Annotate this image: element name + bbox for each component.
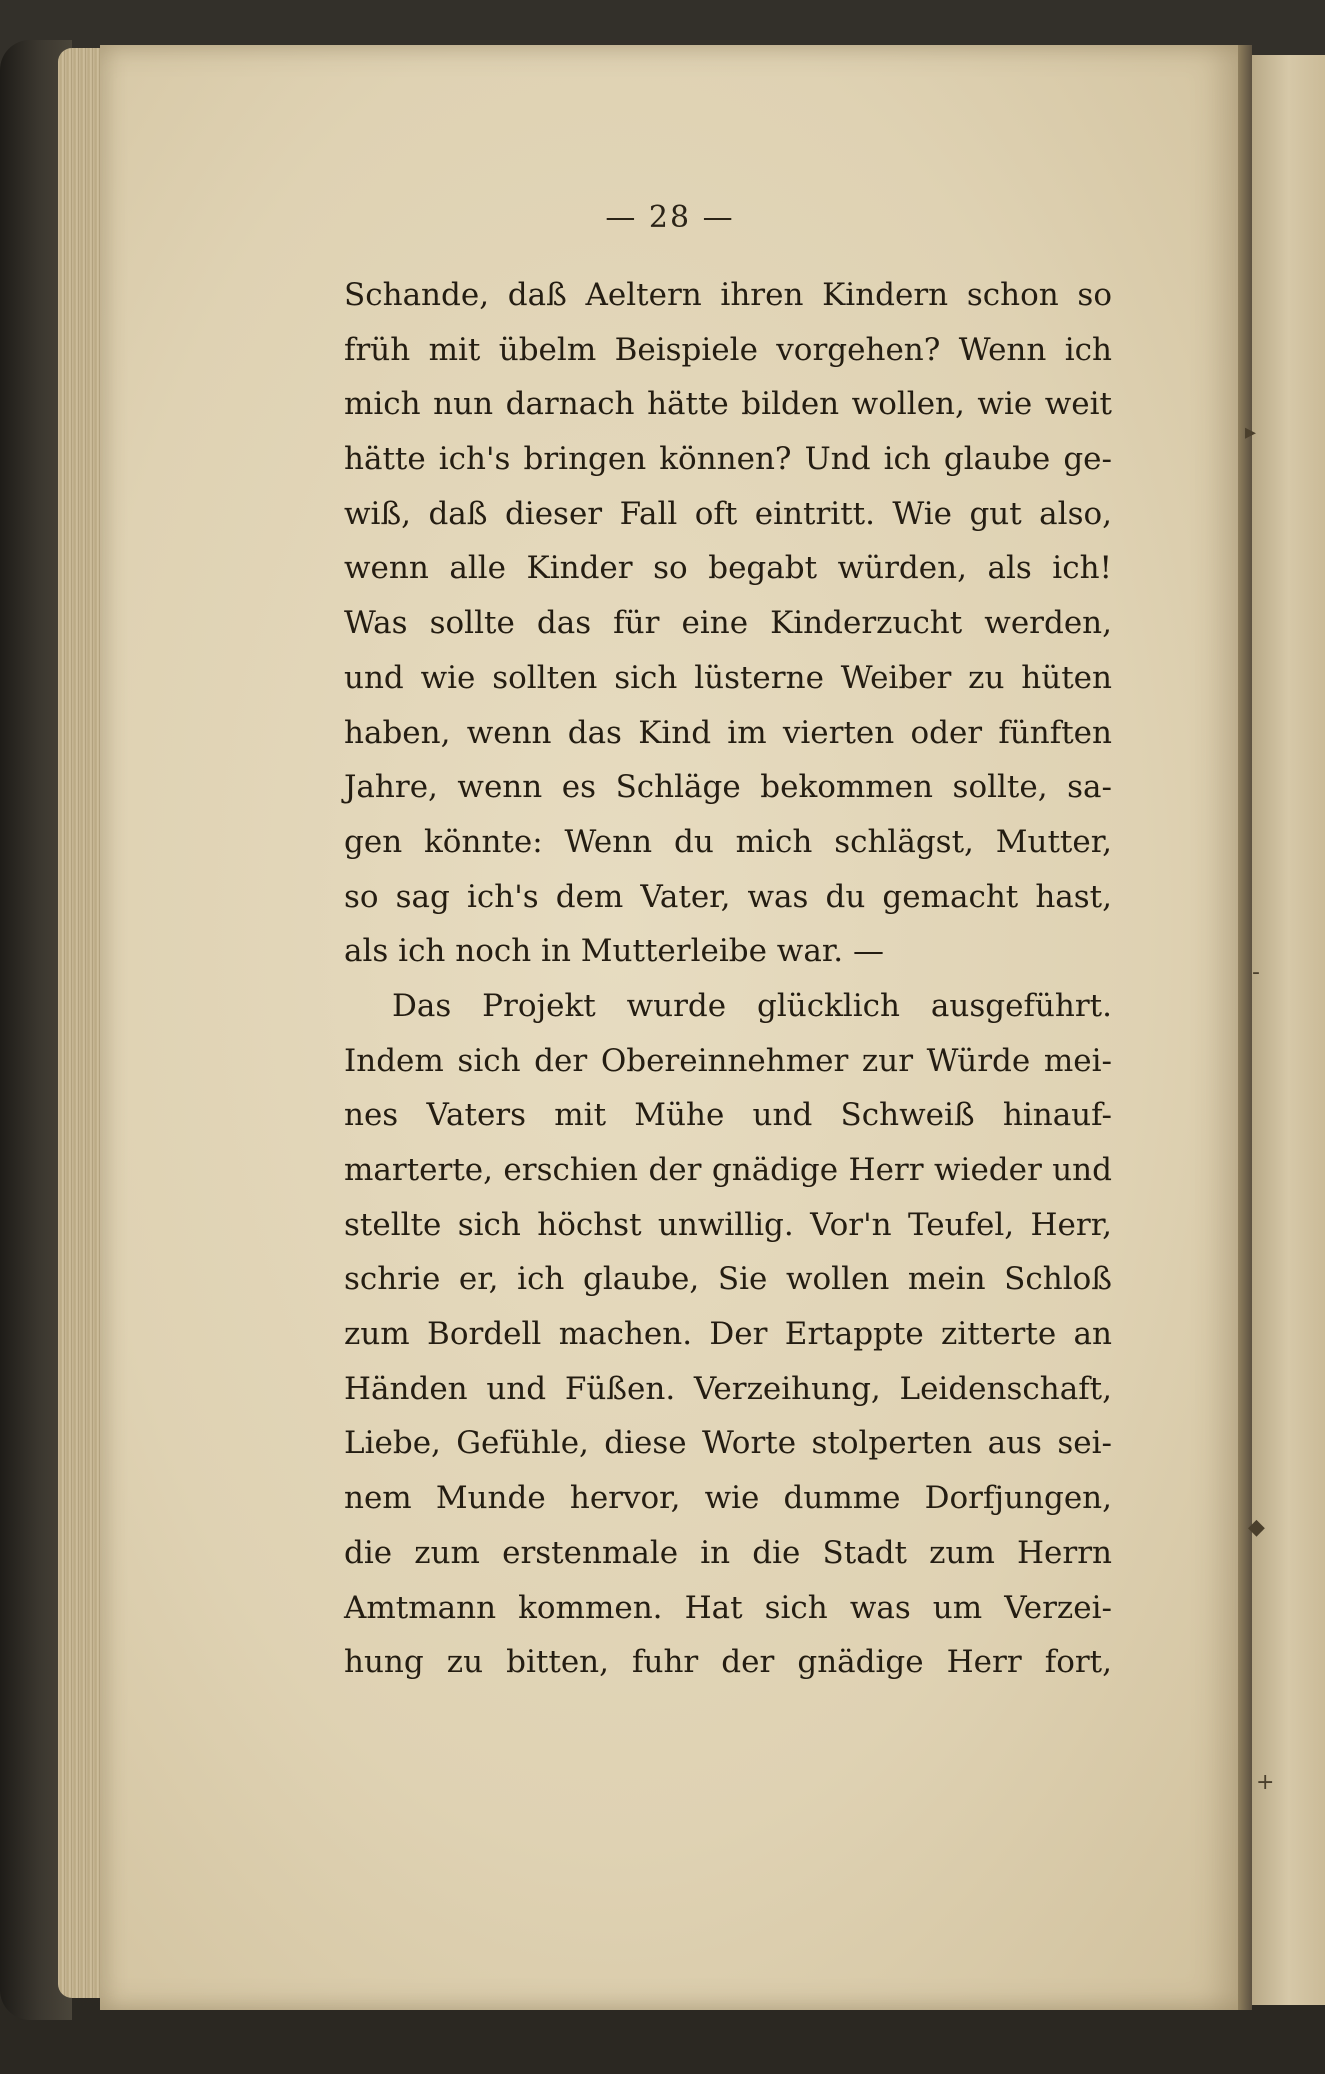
text-line: wenn alle Kinder so begabt würden, als ich! <box>344 550 1112 587</box>
body-text <box>344 268 1112 1690</box>
text-line: hung zu bitten, fuhr der gnädige Herr fort, <box>344 1644 1112 1681</box>
text-line: wiß, daß dieser Fall oft eintritt. Wie gut also, <box>344 495 1112 532</box>
text-line: Indem sich der Obereinnehmer zur Würde mei- <box>344 1042 1112 1079</box>
margin-tick-mark: ▸ <box>1245 420 1257 445</box>
margin-tick-mark: - <box>1252 960 1260 985</box>
text-line: Jahre, wenn es Schläge bekommen sollte, sa- <box>344 769 1112 806</box>
text-line: schrie er, ich glaube, Sie wollen mein Schloß <box>344 1261 1112 1298</box>
margin-tick-mark: + <box>1256 1770 1275 1795</box>
text-line: mich nun darnach hätte bilden wollen, wie weit <box>344 386 1112 423</box>
book-gutter <box>1238 45 1252 2010</box>
text-line: früh mit übelm Beispiele vorgehen? Wenn ich <box>344 331 1112 368</box>
text-line: haben, wenn das Kind im vierten oder fünften <box>344 714 1112 751</box>
page-number: — 28 — <box>605 200 735 235</box>
text-line: Was sollte das für eine Kinderzucht werden, <box>344 605 1112 642</box>
facing-page-edge <box>1252 55 1325 2005</box>
text-line: marterte, erschien der gnädige Herr wieder und <box>344 1152 1112 1188</box>
text-line: die zum erstenmale in die Stadt zum Herrn <box>344 1534 1112 1571</box>
text-line: nes Vaters mit Mühe und Schweiß hinauf- <box>344 1097 1112 1134</box>
text-line: gen könnte: Wenn du mich schlägst, Mutter, <box>344 823 1112 860</box>
paragraph-start-line: Das Projekt wurde glücklich ausgeführt. <box>392 987 1112 1024</box>
text-line: stellte sich höchst unwillig. Vor'n Teufel, Herr, <box>344 1206 1112 1243</box>
text-line: Händen und Füßen. Verzeihung, Leidenschaft, <box>344 1370 1112 1407</box>
text-line: Schande, daß Aeltern ihren Kindern schon so <box>344 277 1112 313</box>
text-line: so sag ich's dem Vater, was du gemacht hast, <box>344 878 1112 915</box>
text-line: nem Munde hervor, wie dumme Dorfjungen, <box>344 1480 1112 1517</box>
text-line: und wie sollten sich lüsterne Weiber zu hüten <box>344 659 1112 696</box>
text-line: zum Bordell machen. Der Ertappte zitterte an <box>344 1316 1112 1353</box>
margin-ink-dot: ◆ <box>1248 1515 1265 1540</box>
text-line: als ich noch in Mutterleibe war. — <box>344 933 884 970</box>
text-line: Amtmann kommen. Hat sich was um Verzei- <box>344 1589 1112 1626</box>
text-line: Liebe, Gefühle, diese Worte stolperten aus sei- <box>344 1425 1112 1462</box>
text-line: hätte ich's bringen können? Und ich glaube ge- <box>344 441 1112 478</box>
